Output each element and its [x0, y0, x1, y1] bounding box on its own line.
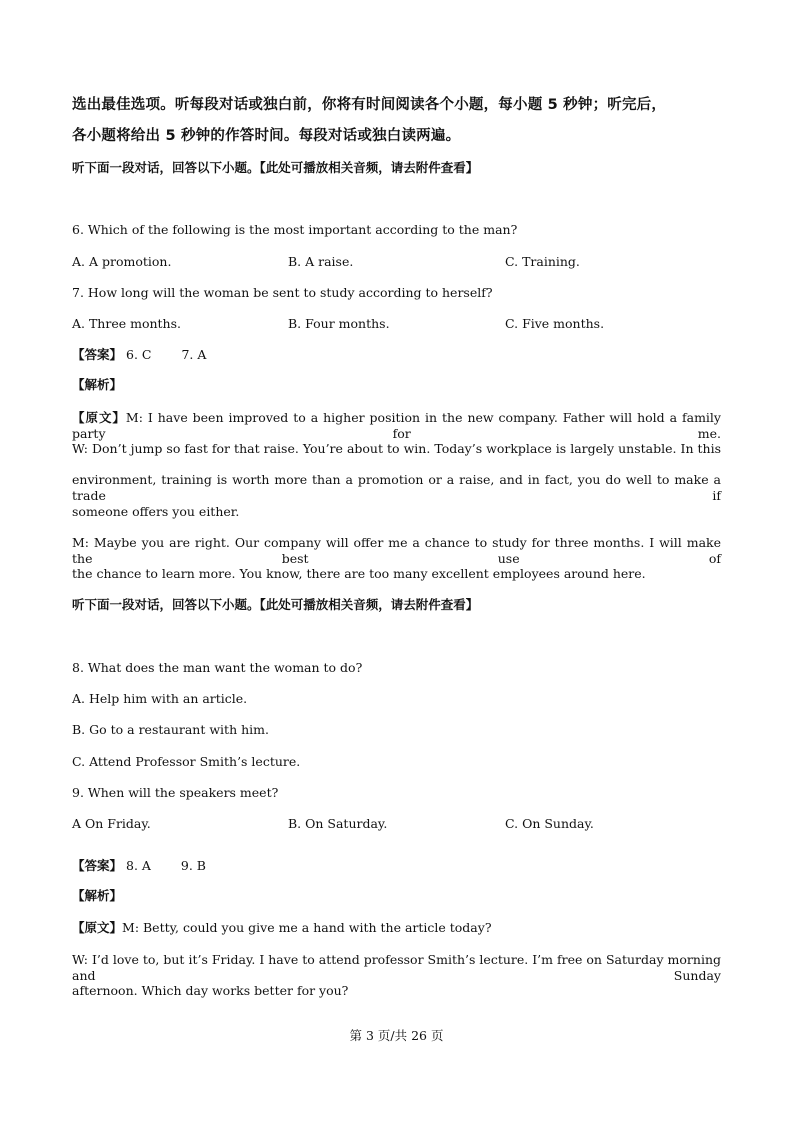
page-number: 第 3 页/共 26 页 [349, 1028, 444, 1043]
audio-hint-1: 听下面一段对话，回答以下小题。【此处可播放相关音频，请去附件查看】 [72, 160, 479, 175]
transcript-1-line-1 [72, 410, 721, 442]
transcript-1-line-2: W: Don’t jump so fast for that raise. You’re about to win. Today’s workplace is largely unstable. In this [72, 441, 721, 456]
instruction-line-1: 选出最佳选项。听每段对话或独白前，你将有时间阅读各个小题，每小题 5 秒钟；听完后， [72, 97, 667, 113]
transcript-2-text-1: M: Betty, could you give me a hand with the article today? [122, 920, 492, 935]
answer-row-1 [72, 347, 206, 363]
transcript-2-line-2: W: I’d love to, but it’s Friday. I have to attend professor Smith’s lecture. I’m free on Saturday morning and Sunday [72, 952, 721, 983]
q6-option-a: A. A promotion. [72, 254, 172, 269]
question-8: 8. What does the man want the woman to do? [72, 660, 363, 675]
q9-option-a: A On Friday. [72, 816, 151, 831]
transcript-2-line-1 [72, 920, 721, 936]
audio-hint-2: 听下面一段对话，回答以下小题。【此处可播放相关音频，请去附件查看】 [72, 597, 479, 612]
q6-option-b: B. A raise. [288, 254, 354, 269]
q9-option-c: C. On Sunday. [505, 816, 594, 831]
q7-option-b: B. Four months. [288, 316, 390, 331]
q8-option-c: C. Attend Professor Smith’s lecture. [72, 754, 301, 769]
transcript-2-line-3: afternoon. Which day works better for you? [72, 983, 349, 998]
instruction-line-2: 各小题将给出 5 秒钟的作答时间。每段对话或独白读两遍。 [72, 128, 461, 144]
q9-option-b: B. On Saturday. [288, 816, 388, 831]
original-label-1: 【原文】 [72, 410, 126, 425]
q7-option-a: A. Three months. [72, 316, 181, 331]
question-9: 9. When will the speakers meet? [72, 785, 279, 800]
q8-option-a: A. Help him with an article. [72, 691, 248, 706]
transcript-1-line-6: the chance to learn more. You know, there are too many excellent employees around here. [72, 566, 646, 581]
answer-6: 6. C [126, 347, 152, 362]
transcript-1-line-4: someone offers you either. [72, 504, 240, 519]
analysis-label-1: 【解析】 [72, 377, 123, 392]
answer-row-2 [72, 858, 206, 874]
question-6: 6. Which of the following is the most important according to the man? [72, 222, 518, 237]
answer-7: 7. A [181, 347, 207, 362]
answer-9: 9. B [180, 858, 206, 873]
q6-option-c: C. Training. [505, 254, 580, 269]
answer-label: 【答案】 [72, 858, 123, 873]
transcript-1-line-3: environment, training is worth more than a promotion or a raise, and in fact, you do well to make a trade if [72, 472, 721, 503]
q8-option-b: B. Go to a restaurant with him. [72, 722, 269, 737]
analysis-label-2: 【解析】 [72, 888, 123, 903]
transcript-1-line-5: M: Maybe you are right. Our company will offer me a chance to study for three months. I will make the best use of [72, 535, 721, 566]
answer-8: 8. A [126, 858, 151, 873]
question-7: 7. How long will the woman be sent to study according to herself? [72, 285, 493, 300]
q7-option-c: C. Five months. [505, 316, 605, 331]
original-label-2: 【原文】 [72, 920, 123, 935]
transcript-1-text-1: M: I have been improved to a higher position in the new company. Father will hold a family party for me. [72, 410, 721, 441]
answer-label: 【答案】 [72, 347, 123, 362]
